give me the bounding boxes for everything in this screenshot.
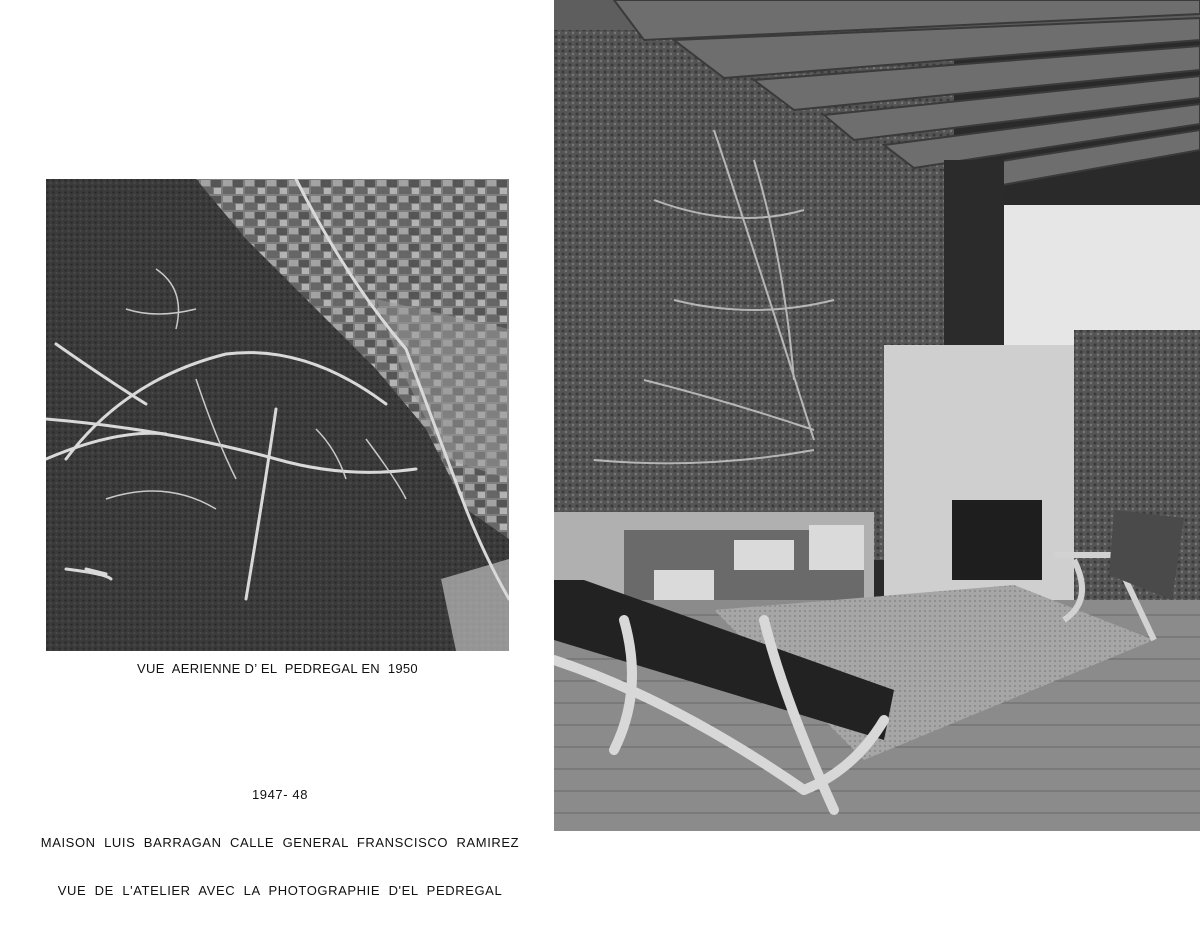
aerial-photo-caption: VUE AERIENNE D’ EL PEDREGAL EN 1950 <box>137 661 418 676</box>
aerial-image-drawing <box>46 179 509 651</box>
caption-description: VUE DE L'ATELIER AVEC LA PHOTOGRAPHIE D'EL PEDREGAL <box>57 883 503 898</box>
interior-image-drawing <box>554 0 1200 831</box>
left-page <box>0 0 554 898</box>
caption-date: 1947- 48 <box>251 787 309 802</box>
caption-title: MAISON LUIS BARRAGAN CALLE GENERAL FRANSCISCO RAMIREZ <box>40 835 520 850</box>
house-caption <box>20 755 540 931</box>
interior-photograph-atelier <box>554 0 1200 831</box>
aerial-photograph-el-pedregal <box>46 179 509 651</box>
